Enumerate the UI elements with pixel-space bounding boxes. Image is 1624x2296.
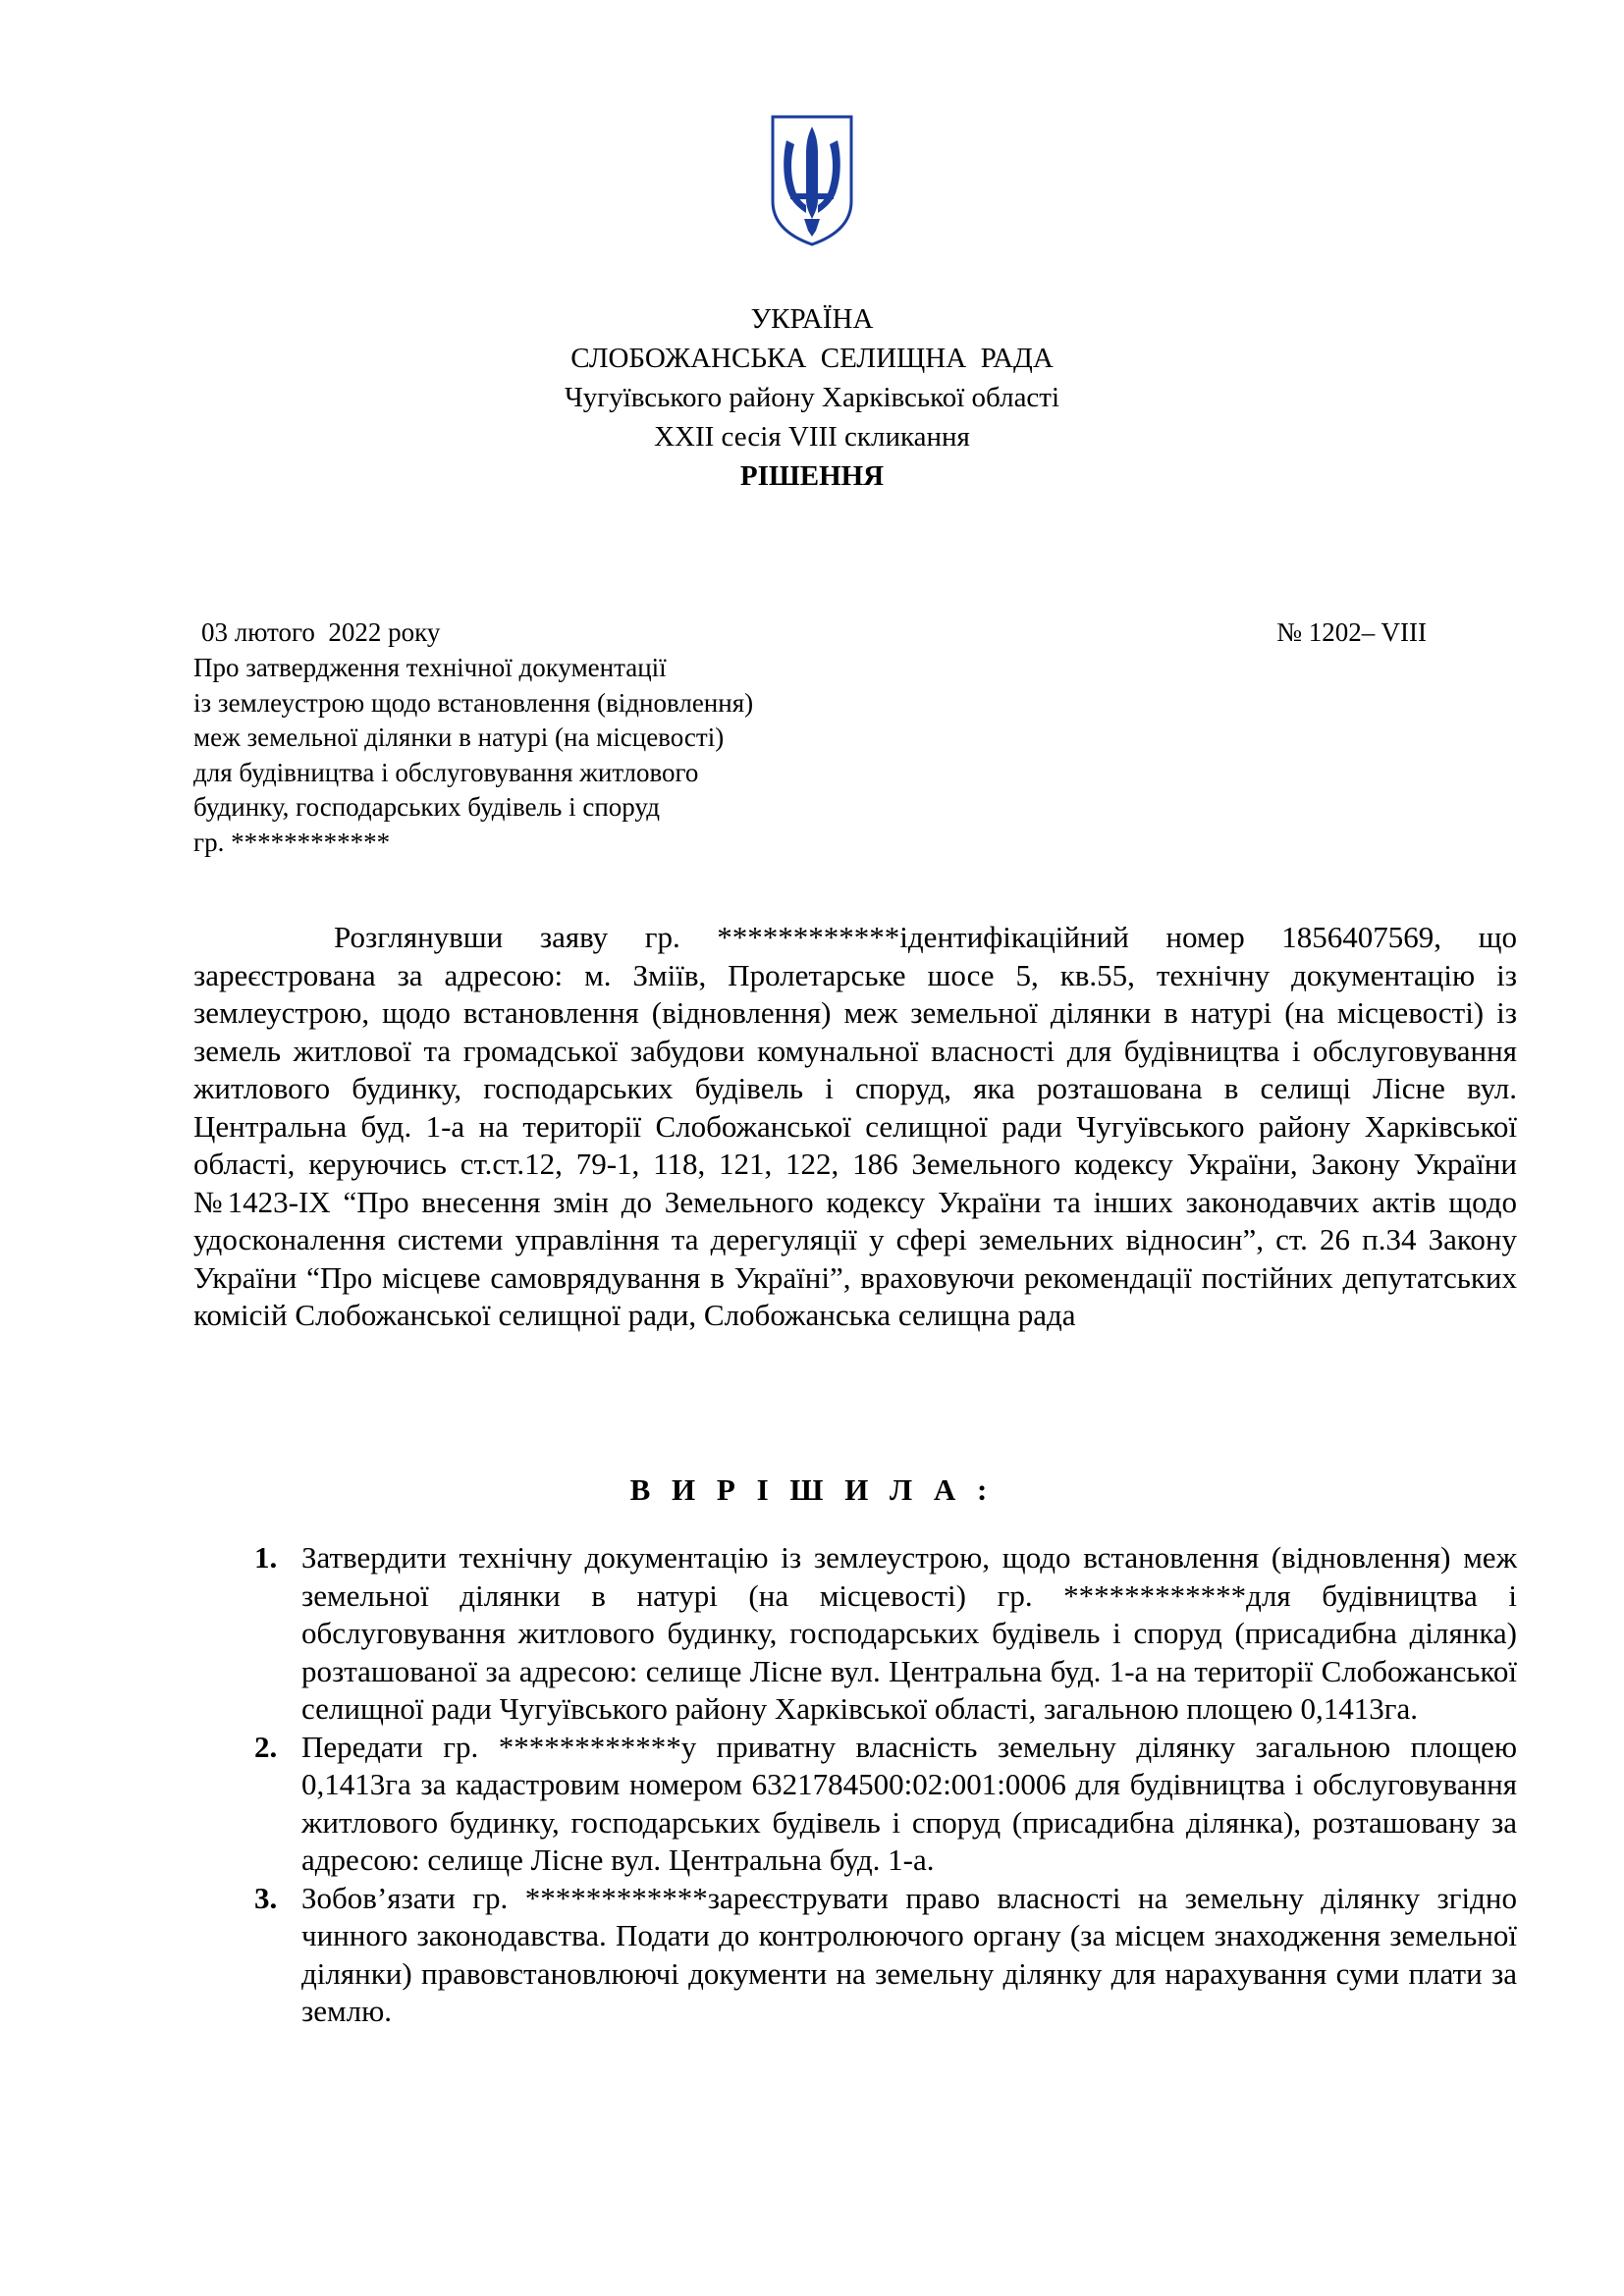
district-name: Чугуївського району Харківської області [564, 382, 1060, 413]
trident-icon [767, 111, 857, 248]
document-meta [201, 615, 1427, 649]
subject-line: гр. ************ [193, 827, 391, 857]
document-number: № 1202– VIII [1276, 617, 1427, 647]
document-subject [193, 651, 881, 860]
list-item [193, 1880, 1517, 2031]
document-date: 03 лютого 2022 року [201, 617, 441, 647]
subject-line: для будівництва і обслуговування житлового [193, 757, 699, 787]
item-text: Затвердити технічну документацію із землеустрою, щодо встановлення (відновлення) меж земельної ділянки в натурі (на місцевості) гр. ************для будівництва і обслуговування житлового будинку, господарських будівель і споруд (присадибна ділянка) розташованої за адресою: селище Лісне вул. Центральна буд. 1-а на території Слобожанської селищної ради Чугуївського району Харківської області, загальною площею 0,1413га. [301, 1540, 1517, 1726]
document-type: РІШЕННЯ [739, 460, 885, 492]
subject-line: меж земельної ділянки в натурі (на місцевості) [193, 722, 725, 752]
subject-line: будинку, господарських будівель і споруд [193, 792, 660, 822]
subject-line: Про затвердження технічної документації [193, 653, 667, 682]
decision-heading: В И Р І Ш И Л А : [629, 1472, 995, 1507]
country-name: УКРАЇНА [750, 303, 874, 335]
item-text: Зобов’язати гр. ************зареєструвати право власності на земельну ділянку згідно чинного законодавства. Подати до контролюючого органу (за місцем знаходження земельної ділянки) правовстановлюючі документи на земельну ділянку для нарахування суми плати за землю. [301, 1880, 1517, 2028]
list-item [193, 1729, 1517, 1880]
list-item [193, 1539, 1517, 1729]
council-name: СЛОБОЖАНСЬКА СЕЛИЩНА РАДА [570, 343, 1054, 374]
session-line: ХХІІ сесія VIII скликання [654, 421, 970, 453]
item-number: 2. [254, 1729, 278, 1764]
subject-line: із землеустрою щодо встановлення (відновлення) [193, 687, 754, 718]
item-number: 1. [254, 1540, 278, 1575]
item-number: 3. [254, 1880, 278, 1915]
document-header [0, 299, 1624, 496]
item-text: Передати гр. ************у приватну власність земельну ділянку загальною площею 0,1413га за кадастровим номером 6321784500:02:001:0006 для будівництва і обслуговування житлового будинку, господарських будівель і споруд (присадибна ділянка), розташовану за адресою: селище Лісне вул. Центральна буд. 1-а. [301, 1729, 1517, 1877]
decision-items [193, 1539, 1517, 2031]
preamble-paragraph: Розглянувши заяву гр. ************ідентифікаційний номер 1856407569, що зареєстрована за адресою: м. Зміїв, Пролетарське шосе 5, кв.55, технічну документацію із землеустрою, щодо встановлення (відновлення) меж земельної ділянки в натурі (на місцевості) із земель житлової та громадської забудови комунальної власності для будівництва і обслуговування житлового будинку, господарських будівель і споруд, яка розташована в селищі Лісне вул. Центральна буд. 1-а на території Слобожанської селищної ради Чугуївського району Харківської області, керуючись ст.ст.12, 79-1, 118, 121, 122, 186 Земельного кодексу України, Закону України №1423-IX “Про внесення змін до Земельного кодексу України та інших законодавчих актів щодо удосконалення системи управління та дерегуляції у сфері земельних відносин”, ст. 26 п.34 Закону України “Про місцеве самоврядування в Україні”, враховуючи рекомендації постійних депутатських комісій Слобожанської селищної ради, Слобожанська селищна рада [193, 920, 1517, 1332]
